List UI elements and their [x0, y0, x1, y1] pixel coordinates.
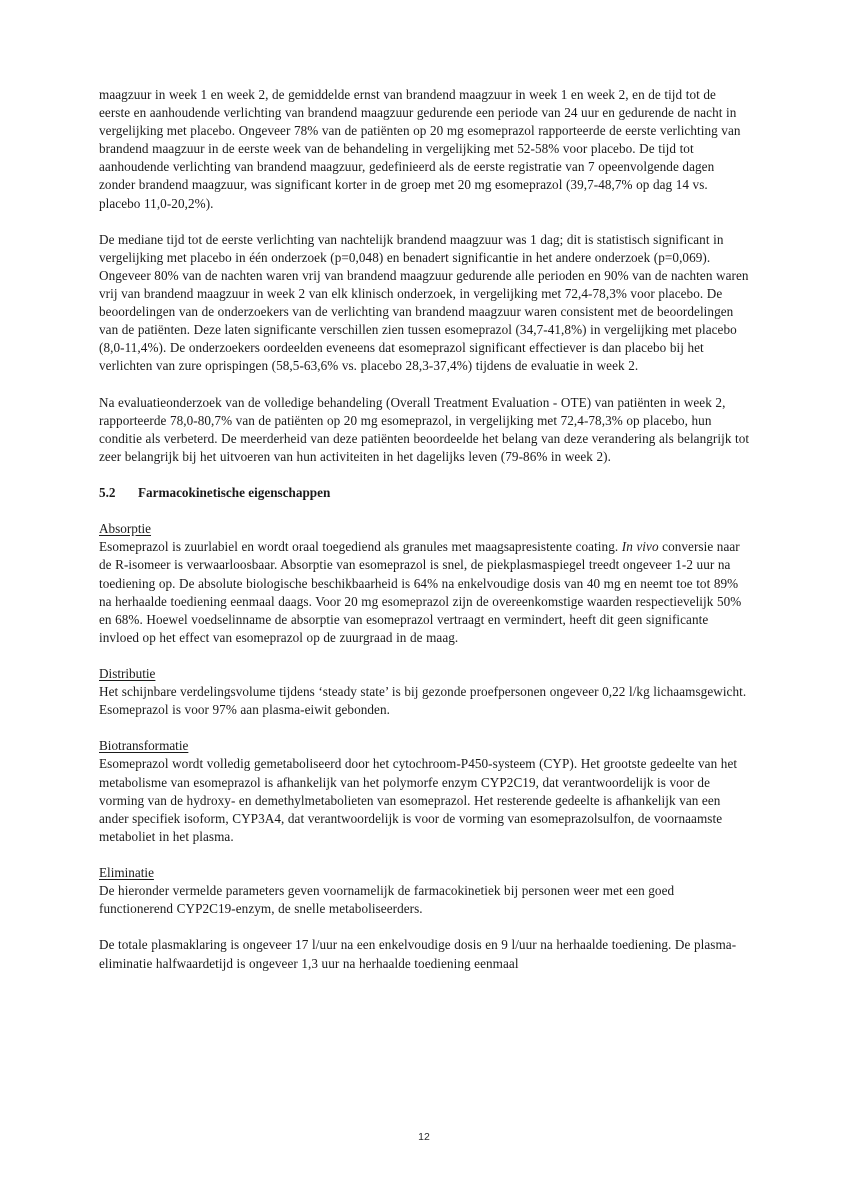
subheading-distributie — [99, 665, 750, 683]
absorptie-text-after-italic: conversie naar de R-isomeer is verwaarloosbaar. Absorptie van esomeprazol is snel, de piekplasmaspiegel treedt ongeveer 1-2 uur na toediening op. De absolute biologische beschikbaarheid is 64% na enkelvoudige dosis van 40 mg en neemt toe tot 89% na herhaalde toediening eenmaal daags. Voor 20 mg esomeprazol zijn de overeenkomstige waarden respectievelijk 50% en 68%. Hoewel voedselinname de absorptie van esomeprazol vertraagt en vermindert, heeft dit geen significante invloed op het effect van esomeprazol op de zuurgraad in de maag. — [99, 539, 742, 645]
subheading-eliminatie-label: Eliminatie — [99, 865, 154, 881]
section-number: 5.2 — [99, 485, 116, 501]
paragraph-biotransformatie: Esomeprazol wordt volledig gemetaboliseerd door het cytochroom-P450-systeem (CYP). Het grootste gedeelte van het metabolisme van esomeprazol is afhankelijk van het polymorfe enzym CYP2C19, dat verantwoordelijk is voor de vorming van de hydroxy- en demethylmetabolieten van esomeprazol. Het resterende gedeelte is afhankelijk van een ander specifiek isoform, CYP3A4, dat verantwoordelijk is voor de vorming van esomeprazolsulfon, de voornaamste metaboliet in het plasma. — [99, 756, 738, 844]
paragraph-eliminatie-clearance: De totale plasmaklaring is ongeveer 17 l/uur na een enkelvoudige dosis en 9 l/uur na herhaalde toediening. De plasma-eliminatie halfwaardetijd is ongeveer 1,3 uur na herhaalde toediening eenmaal — [99, 937, 737, 971]
page-content — [99, 86, 750, 973]
paragraph-nocturnal-heartburn: De mediane tijd tot de eerste verlichting van nachtelijk brandend maagzuur was 1 dag; dit is statistisch significant in vergelijking met placebo in één onderzoek (p=0,048) en benadert significantie in het andere onderzoek (p=0,069). Ongeveer 80% van de nachten waren vrij van brandend maagzuur gedurende alle perioden en 90% van de nachten waren vrij van brandend maagzuur in week 2 van elk klinisch onderzoek, in vergelijking met 72,4-78,3% voor placebo. De beoordelingen van de onderzoekers van de verlichting van brandend maagzuur waren consistent met de beoordelingen van de patiënten. Deze laten significante verschillen zien tussen esomeprazol (34,7-41,8%) in vergelijking met placebo (8,0-11,4%). De onderzoekers oordeelden eveneens dat esomeprazol significant effectiever is dan placebo bij het verlichten van zure oprispingen (58,5-63,6% vs. placebo 28,3-37,4%) tijdens de evaluatie in week 2. — [99, 231, 749, 374]
subheading-absorptie-label: Absorptie — [99, 521, 152, 537]
subheading-eliminatie — [99, 864, 750, 882]
subheading-biotransformatie-label: Biotransformatie — [99, 738, 189, 754]
section-heading-5-2 — [99, 484, 750, 502]
paragraph-continued-efficacy: maagzuur in week 1 en week 2, de gemiddelde ernst van brandend maagzuur in week 1 en week 2, en de tijd tot de eerste en aanhoudende verlichting van brandend maagzuur gedurende een periode van 24 uur en gedurende de nacht in vergelijking met placebo. Ongeveer 78% van de patiënten op 20 mg esomeprazol rapporteerde de eerste verlichting van brandend maagzuur in de eerste week van de behandeling in vergelijking met 52-58% voor placebo. De tijd tot aanhoudende verlichting van brandend maagzuur, gedefinieerd als de eerste registratie van 7 opeenvolgende dagen zonder brandend maagzuur, was significant korter in de groep met 20 mg esomeprazol (39,7-48,7% op dag 14 vs. placebo 11,0-20,2%). — [99, 87, 741, 211]
absorptie-text-before-italic: Esomeprazol is zuurlabiel en wordt oraal toegediend als granules met maagsapresistente coating. — [99, 539, 622, 555]
paragraph-distributie: Het schijnbare verdelingsvolume tijdens ‘steady state’ is bij gezonde proefpersonen ongeveer 0,22 l/kg lichaamsgewicht. Esomeprazol is voor 97% aan plasma-eiwit gebonden. — [99, 684, 747, 718]
page-number: 12 — [418, 1131, 430, 1143]
absorptie-italic-in-vivo: In vivo — [621, 539, 659, 555]
subheading-distributie-label: Distributie — [99, 666, 156, 681]
subheading-absorptie — [99, 520, 750, 538]
paragraph-absorptie — [99, 538, 750, 647]
section-title: Farmacokinetische eigenschappen — [138, 485, 331, 501]
paragraph-eliminatie-intro: De hieronder vermelde parameters geven voornamelijk de farmacokinetiek bij personen weer met een goed functionerend CYP2C19-enzym, de snelle metaboliseerders. — [99, 883, 675, 917]
subheading-biotransformatie — [99, 737, 750, 755]
spacer-after-section-heading — [99, 502, 750, 520]
paragraph-overall-treatment-evaluation: Na evaluatieonderzoek van de volledige behandeling (Overall Treatment Evaluation - OTE) van patiënten in week 2, rapporteerde 78,0-80,7% van de patiënten op 20 mg esomeprazol, in vergelijking met 72,4-78,3% op placebo, hun conditie als verbeterd. De meerderheid van deze patiënten beoordeelde het belang van deze verandering als belangrijk tot zeer belangrijk bij het uitvoeren van hun activiteiten in het dagelijks leven (79-86% in week 2). — [99, 394, 750, 464]
